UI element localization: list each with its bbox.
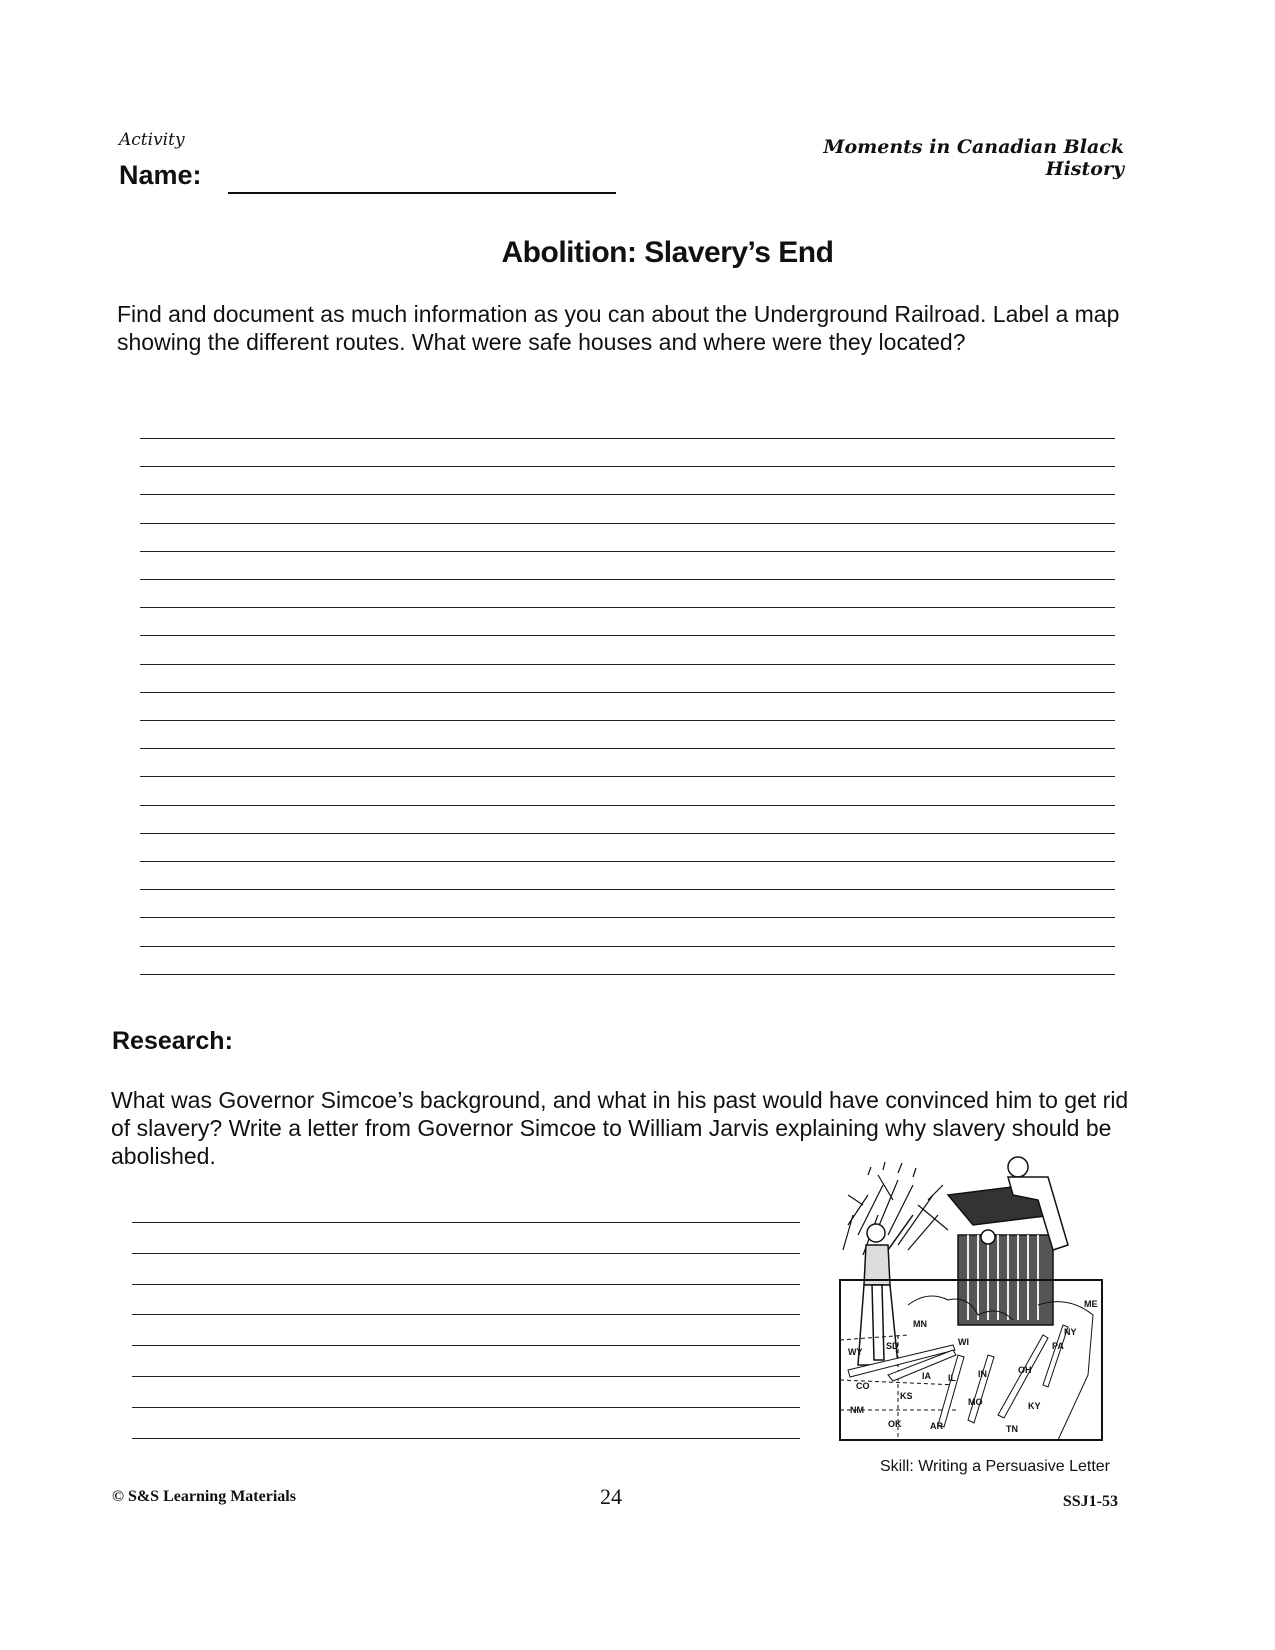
underground-railroad-prompt: Find and document as much information as you can about the Underground Railroad. Label a map showing the different routes. What were safe houses and where were they located? [117, 301, 1120, 355]
answer-line[interactable] [132, 1222, 800, 1223]
svg-text:PA: PA [1052, 1341, 1064, 1351]
svg-text:SD: SD [886, 1341, 899, 1351]
svg-text:ME: ME [1084, 1299, 1098, 1309]
svg-text:AR: AR [930, 1421, 943, 1431]
answer-line[interactable] [140, 974, 1115, 975]
answer-line[interactable] [140, 917, 1115, 918]
research-heading: Research: [112, 1027, 233, 1055]
skill-label: Skill: Writing a Persuasive Letter [879, 1458, 1110, 1475]
page-title: Abolition: Slavery’s End [501, 236, 834, 269]
svg-text:NY: NY [1064, 1327, 1077, 1337]
svg-text:MN: MN [913, 1319, 927, 1329]
answer-line[interactable] [140, 579, 1115, 580]
answer-line[interactable] [132, 1376, 800, 1377]
svg-text:KY: KY [1028, 1401, 1041, 1411]
answer-line[interactable] [132, 1438, 800, 1439]
answer-line[interactable] [132, 1284, 800, 1285]
answer-line[interactable] [140, 861, 1115, 862]
answer-line[interactable] [132, 1407, 800, 1408]
svg-text:NM: NM [850, 1405, 864, 1415]
answer-line[interactable] [140, 607, 1115, 608]
answer-line[interactable] [132, 1345, 800, 1346]
answer-line[interactable] [140, 805, 1115, 806]
answer-line[interactable] [132, 1253, 800, 1254]
page-number: 24 [600, 1484, 622, 1509]
book-title: Moments in Canadian Black History [823, 136, 1124, 180]
answer-line[interactable] [140, 551, 1115, 552]
answer-line[interactable] [140, 889, 1115, 890]
answer-line[interactable] [140, 466, 1115, 467]
svg-text:IN: IN [978, 1369, 987, 1379]
answer-line[interactable] [140, 748, 1115, 749]
simcoe-prompt: What was Governor Simcoe’s background, and what in his past would have convinced him to get rid of slavery? Write a letter from Governor Simcoe to William Jarvis explaining why slavery should be abolished. [111, 1087, 1129, 1169]
answer-line[interactable] [132, 1314, 800, 1315]
answer-line[interactable] [140, 664, 1115, 665]
copyright: © S&S Learning Materials [112, 1488, 296, 1505]
svg-text:WI: WI [958, 1337, 969, 1347]
svg-text:CO: CO [856, 1381, 870, 1391]
answer-line[interactable] [140, 523, 1115, 524]
svg-text:IL: IL [948, 1373, 956, 1383]
answer-line[interactable] [140, 776, 1115, 777]
svg-text:KS: KS [900, 1391, 913, 1401]
svg-text:WY: WY [848, 1347, 863, 1357]
name-field-line[interactable] [228, 192, 616, 194]
svg-text:IA: IA [922, 1371, 931, 1381]
underground-railroad-illustration [838, 1155, 1110, 1445]
answer-line[interactable] [140, 720, 1115, 721]
product-code: SSJ1-53 [1062, 1493, 1118, 1510]
svg-text:OH: OH [1018, 1365, 1032, 1375]
answer-line[interactable] [140, 438, 1115, 439]
name-label: Name: [119, 160, 202, 190]
answer-line[interactable] [140, 946, 1115, 947]
answer-line[interactable] [140, 833, 1115, 834]
activity-label: Activity [119, 130, 185, 150]
svg-text:TN: TN [1006, 1424, 1018, 1434]
answer-line[interactable] [140, 494, 1115, 495]
answer-line[interactable] [140, 692, 1115, 693]
svg-text:MO: MO [968, 1397, 983, 1407]
answer-line[interactable] [140, 635, 1115, 636]
svg-text:OK: OK [888, 1419, 902, 1429]
